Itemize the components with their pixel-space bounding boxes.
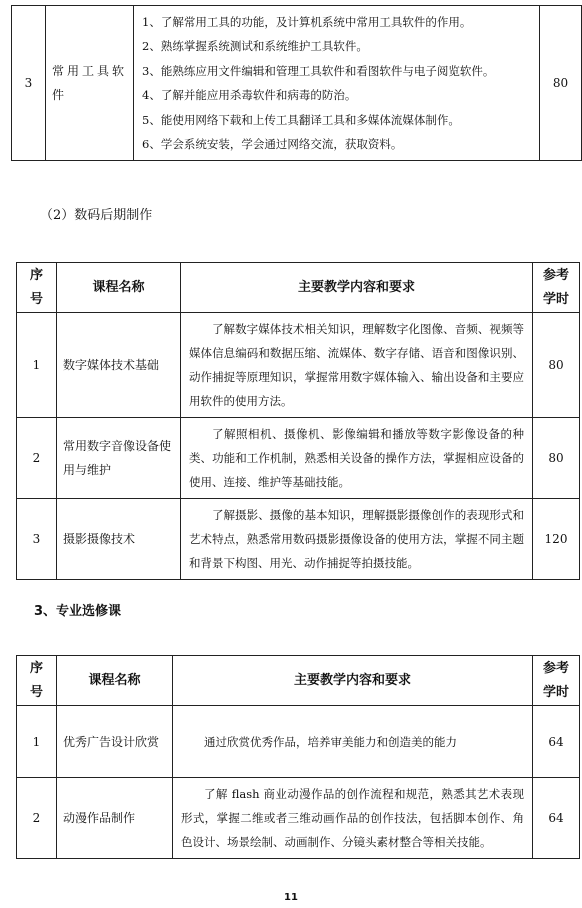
content-item: 1、了解常用工具的功能，及计算机系统中常用工具软件的作用。 — [142, 14, 472, 29]
course-name: 数字媒体技术基础 — [57, 313, 181, 418]
course-name: 常用工具软件 — [46, 6, 134, 161]
table-header-row — [17, 263, 580, 313]
header-content: 主要教学内容和要求 — [173, 656, 533, 706]
course-name: 优秀广告设计欣赏 — [57, 706, 173, 778]
row-number: 2 — [17, 778, 57, 859]
table-row — [17, 778, 580, 859]
page-number: 11 — [284, 892, 298, 903]
row-number: 2 — [17, 418, 57, 499]
table-row — [17, 706, 580, 778]
table-general-continuation — [11, 5, 582, 161]
course-name: 常用数字音像设备使用与维护 — [57, 418, 181, 499]
header-name: 课程名称 — [57, 263, 181, 313]
table-header-row — [17, 656, 580, 706]
header-hours: 参考学时 — [533, 263, 580, 313]
row-number: 1 — [17, 313, 57, 418]
course-hours: 64 — [533, 778, 580, 859]
course-hours: 64 — [533, 706, 580, 778]
table-row — [17, 418, 580, 499]
content-item: 6、学会系统安装，学会通过网络交流，获取资料。 — [142, 137, 403, 151]
course-hours: 80 — [533, 418, 580, 499]
table-row — [12, 6, 582, 161]
course-content: 了解照相机、摄像机、影像编辑和播放等数字影像设备的种类、功能和工作机制，熟悉相关设备的操作方法，掌握相应设备的使用、连接、维护等基础技能。 — [181, 418, 533, 499]
table-row — [17, 499, 580, 580]
course-content: 了解 flash 商业动漫作品的创作流程和规范，熟悉其艺术表现形式，掌握二维或者三维动画作品的创作技法，包括脚本创作、角色设计、场景绘制、动画制作、分镜头素材整合等相关技能。 — [173, 778, 533, 859]
header-name: 课程名称 — [57, 656, 173, 706]
course-content: 通过欣赏优秀作品，培养审美能力和创造美的能力 — [173, 706, 533, 778]
course-hours: 80 — [540, 6, 582, 161]
course-hours: 120 — [533, 499, 580, 580]
header-no: 序号 — [17, 263, 57, 313]
section-heading-elective: 3、专业选修课 — [34, 604, 122, 619]
course-name: 动漫作品制作 — [57, 778, 173, 859]
course-content-list — [134, 6, 540, 161]
table-elective — [16, 655, 580, 859]
content-item: 3、能熟练应用文件编辑和管理工具软件和看图软件与电子阅览软件。 — [142, 63, 495, 78]
row-number: 3 — [17, 499, 57, 580]
course-content: 了解数字媒体技术相关知识，理解数字化图像、音频、视频等媒体信息编码和数据压缩、流媒体、数字存储、语音和图像识别、动作捕捉等原理知识，掌握常用数字媒体输入、输出设备和主要应用软件的使用方法。 — [181, 313, 533, 418]
course-hours: 80 — [533, 313, 580, 418]
content-item: 5、能使用网络下载和上传工具翻译工具和多媒体流媒体制作。 — [142, 112, 460, 127]
row-number: 3 — [12, 6, 46, 161]
table-digital-post-production — [16, 262, 580, 580]
header-no: 序号 — [17, 656, 57, 706]
content-item: 4、了解并能应用杀毒软件和病毒的防治。 — [142, 88, 357, 102]
header-hours: 参考学时 — [533, 656, 580, 706]
content-item: 2、熟练掌握系统测试和系统维护工具软件。 — [142, 39, 368, 53]
header-content: 主要教学内容和要求 — [181, 263, 533, 313]
table-row — [17, 313, 580, 418]
course-content: 了解摄影、摄像的基本知识，理解摄影摄像创作的表现形式和艺术特点，熟悉常用数码摄影摄像设备的使用方法，掌握不同主题和背景下构图、用光、动作捕捉等拍摄技能。 — [181, 499, 533, 580]
section-heading-digital: （2）数码后期制作 — [40, 208, 153, 223]
course-name: 摄影摄像技术 — [57, 499, 181, 580]
row-number: 1 — [17, 706, 57, 778]
